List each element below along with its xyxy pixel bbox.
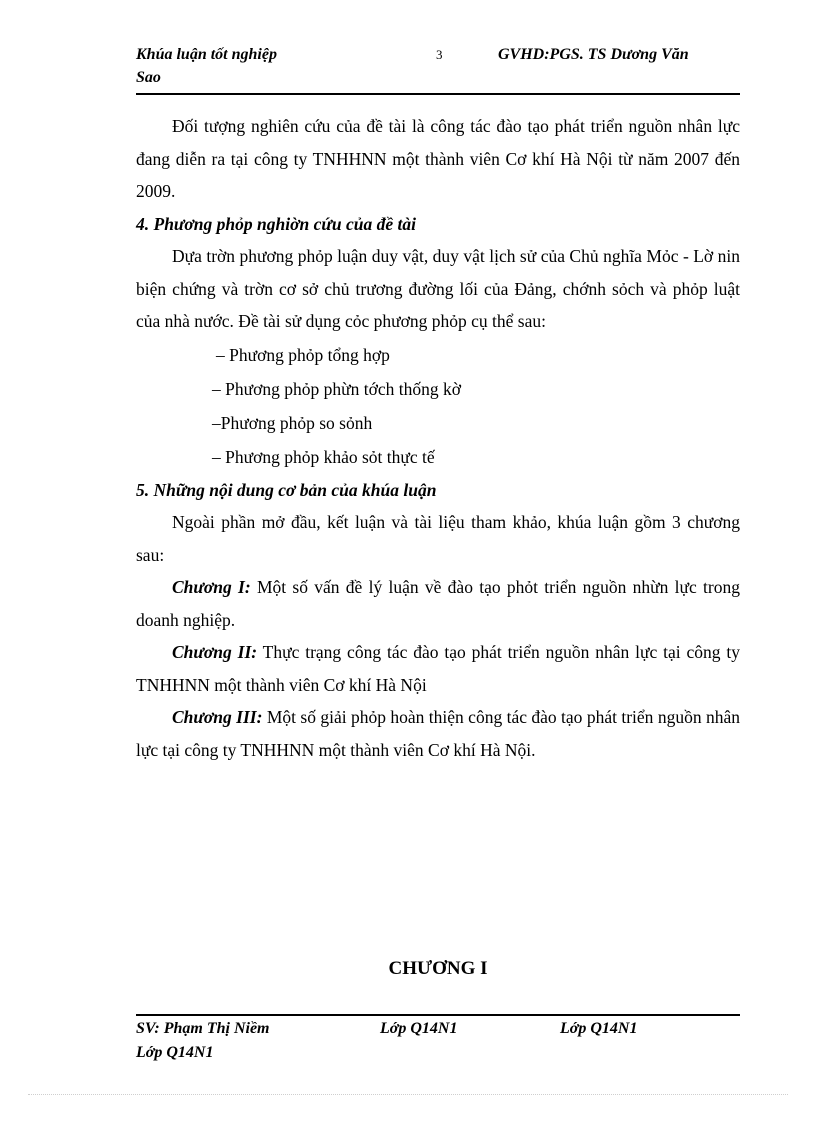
paragraph-methods-intro: Dựa trờn phương phỏp luận duy vật, duy vật lịch sử của Chủ nghĩa Mỏc - Lờ nin biện chứng và trờn cơ sở chủ trương đường lối của Đảng, chớnh sỏch và phỏp luật của nhà nước. Đề tài sử dụng cỏc phương phỏp cụ thể sau: xyxy=(136,246,740,331)
chapter-1-summary xyxy=(136,571,740,636)
paragraph-research-object: Đối tượng nghiên cứu của đề tài là công tác đào tạo phát triển nguồn nhân lực đang diễn ra tại công ty TNHHNN một thành viên Cơ khí Hà Nội từ năm 2007 đến 2009. xyxy=(136,116,740,201)
chapter-3-text: Một số giải phỏp hoàn thiện công tác đào tạo phát triển nguồn nhân lực tại công ty TNHHNN một thành viên Cơ khí Hà Nội. xyxy=(136,707,740,760)
footer-class: Lớp Q14N1 xyxy=(136,1044,214,1061)
footer-rule xyxy=(136,1014,740,1016)
header-title: Khúa luận tốt nghiệp xyxy=(136,46,277,63)
body-content xyxy=(136,110,740,766)
footer-class: Lớp Q14N1 xyxy=(560,1020,638,1037)
page-bottom-edge xyxy=(28,1094,788,1095)
header-advisor: GVHD:PGS. TS Dương Văn xyxy=(498,46,689,63)
header-rule xyxy=(136,93,740,95)
header-advisor-continued: Sao xyxy=(136,69,161,86)
footer-class: Lớp Q14N1 xyxy=(380,1020,458,1037)
method-item: –Phương phỏp so sỏnh xyxy=(212,412,373,433)
chapter-2-label: Chương II: xyxy=(172,642,258,662)
chapter-2-summary xyxy=(136,636,740,701)
paragraph-chapters-intro: Ngoài phần mở đầu, kết luận và tài liệu tham khảo, khúa luận gồm 3 chương sau: xyxy=(136,512,740,565)
method-item: – Phương phỏp khảo sỏt thực tế xyxy=(212,446,435,467)
heading-research-method: 4. Phương phỏp nghiờn cứu của đề tài xyxy=(136,213,416,234)
chapter-3-summary xyxy=(136,701,740,766)
heading-thesis-content: 5. Những nội dung cơ bản của khúa luận xyxy=(136,479,437,500)
page-number: 3 xyxy=(436,47,443,62)
method-item: – Phương phỏp tổng hợp xyxy=(216,344,390,365)
footer-student: SV: Phạm Thị Niềm xyxy=(136,1020,270,1037)
chapter-2-text: Thực trạng công tác đào tạo phát triển nguồn nhân lực tại công ty TNHHNN một thành viên Cơ khí Hà Nội xyxy=(136,642,740,695)
method-item: – Phương phỏp phừn tớch thống kờ xyxy=(212,378,461,399)
chapter-title: CHƯƠNG I xyxy=(388,958,488,979)
chapter-1-label: Chương I: xyxy=(172,577,251,597)
chapter-3-label: Chương III: xyxy=(172,707,263,727)
chapter-1-text: Một số vấn đề lý luận về đào tạo phỏt triển nguồn nhừn lực trong doanh nghiệp. xyxy=(136,577,740,630)
